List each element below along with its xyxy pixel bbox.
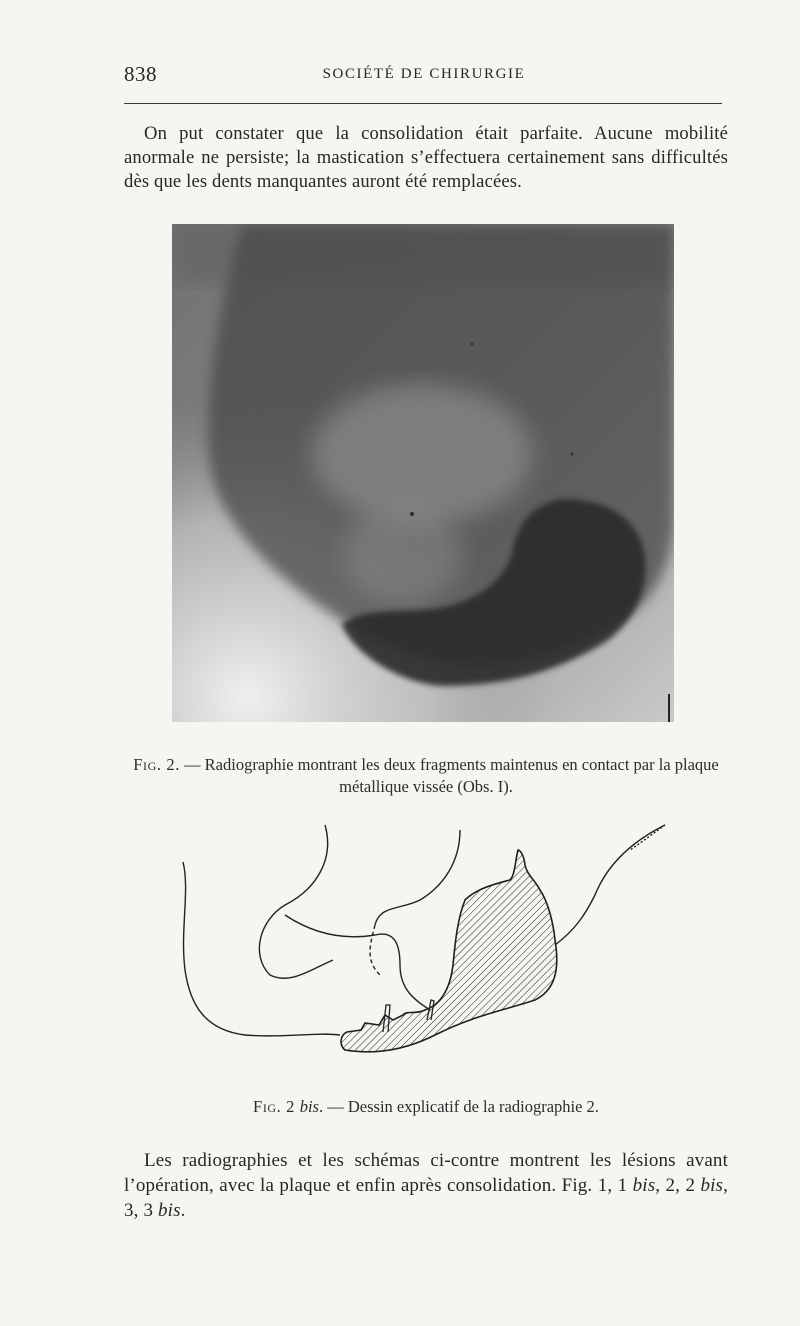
figure-2-bis-label: Fig. 2 [253, 1097, 300, 1116]
paragraph-2-bis-3: bis [158, 1200, 181, 1221]
figure-2-bis-dash: . — [318, 1097, 348, 1116]
figure-2-label: Fig. 2. [133, 755, 180, 774]
figure-2-caption [124, 754, 728, 798]
figure-2-bis-caption [124, 1096, 728, 1118]
figure-2-text: Radiographie montrant les deux fragments maintenus en contact par la plaque métallique vissée (Obs. I). [204, 755, 719, 796]
paragraph-consolidation: On put constater que la consolidation était parfaite. Aucune mobilité anormale ne persiste; la mastication s’effectuera certainement sans difficultés dès que les dents manquantes auront été remplacées. [124, 123, 728, 192]
paragraph-2-text-1: Les radiographies et les schémas ci-contre montrent les lésions avant l’opération, avec la plaque et enfin après consolidation. Fig. 1, 1 [124, 1150, 728, 1196]
header-rule [124, 103, 722, 104]
figure-2-bis-text: Dessin explicatif de la radiographie 2. [347, 1097, 599, 1116]
page-number: 838 [124, 62, 157, 86]
paragraph-2-text-3: , 3, 3 [124, 1175, 728, 1221]
paragraph-2-bis-1: bis [632, 1175, 656, 1196]
radiograph-image [172, 224, 674, 722]
paragraph-2-text-2: , 2, 2 [655, 1175, 701, 1196]
explanatory-drawing [175, 820, 670, 1085]
paragraph-2-text-4: . [180, 1200, 186, 1221]
running-head [124, 62, 724, 92]
figure-2-dash: — [179, 755, 205, 774]
paragraph-radiographies [124, 1148, 728, 1223]
paragraph-2-bis-2: bis [700, 1175, 724, 1196]
running-title: SOCIÉTÉ DE CHIRURGIE [322, 66, 526, 82]
figure-2-bis-italic: bis [299, 1097, 319, 1116]
